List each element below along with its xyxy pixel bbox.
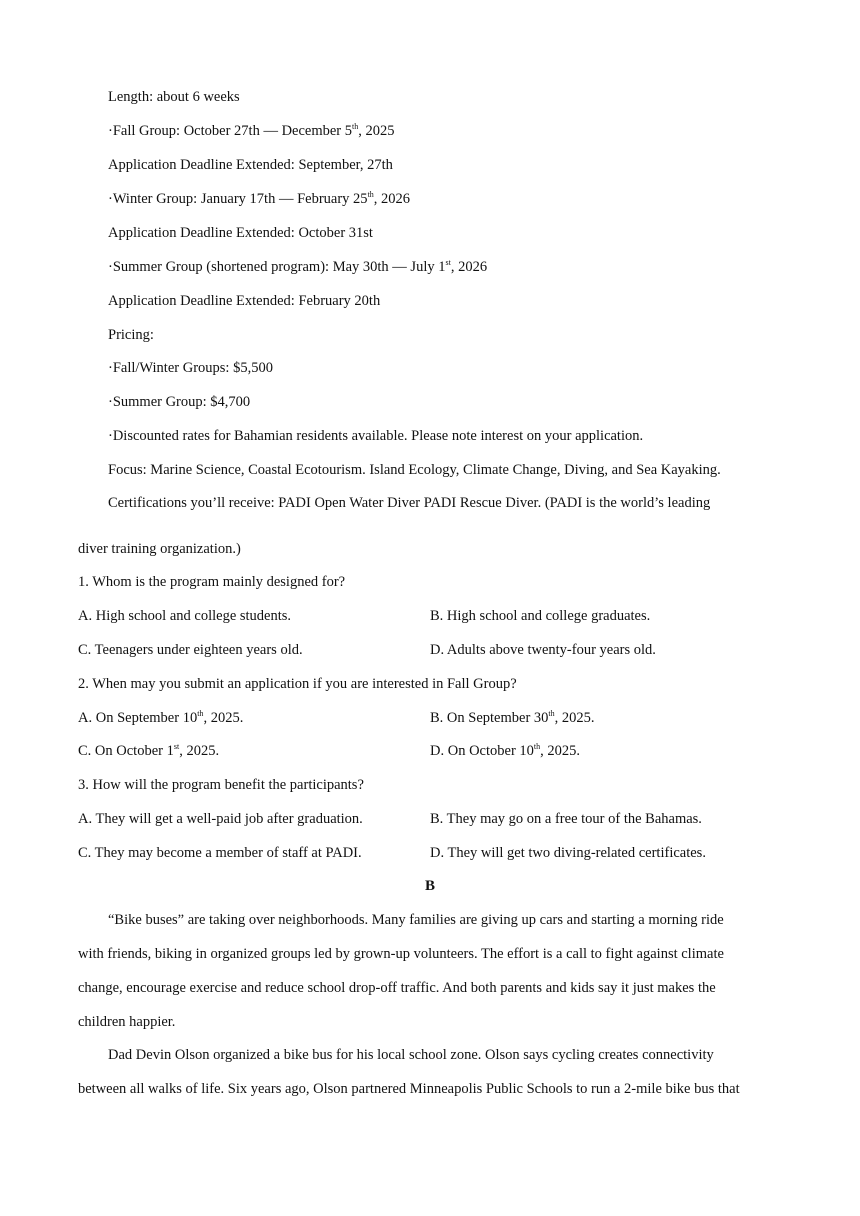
paragraph-2-line-2: between all walks of life. Six years ago, Olson partnered Minneapolis Public Schools to run a 2-mile bike bus that: [78, 1081, 740, 1097]
q3-option-d: D. They will get two diving-related certificates.: [430, 845, 706, 861]
paragraph-1-line-1: “Bike buses” are taking over neighborhoods. Many families are giving up cars and starting a morning ride: [108, 912, 724, 928]
fall-deadline: Application Deadline Extended: September, 27th: [108, 157, 393, 173]
q2-option-d: D. On October 10th, 2025.: [430, 742, 581, 759]
section-b-heading: B: [424, 878, 435, 894]
question-2: 2. When may you submit an application if you are interested in Fall Group?: [78, 676, 517, 692]
summer-group-dates: ·Summer Group (shortened program): May 30th — July 1st, 2026: [108, 258, 488, 275]
q3-option-a: A. They will get a well-paid job after graduation.: [78, 811, 363, 827]
paragraph-1-line-4: children happier.: [78, 1014, 176, 1030]
question-1: 1. Whom is the program mainly designed for?: [78, 574, 346, 590]
q1-option-b: B. High school and college graduates.: [430, 608, 651, 624]
q2-option-c: C. On October 1st, 2025.: [78, 742, 220, 759]
q1-option-c: C. Teenagers under eighteen years old.: [78, 642, 303, 658]
focus-line: Focus: Marine Science, Coastal Ecotourism. Island Ecology, Climate Change, Diving, and Sea Kayaking.: [108, 462, 721, 478]
paragraph-2-line-1: Dad Devin Olson organized a bike bus for his local school zone. Olson says cycling creates connectivity: [108, 1047, 714, 1063]
certifications-line-cont: diver training organization.): [78, 541, 241, 557]
paragraph-1-line-3: change, encourage exercise and reduce school drop-off traffic. And both parents and kids say it just makes the: [78, 980, 716, 996]
q3-option-c: C. They may become a member of staff at PADI.: [78, 845, 362, 861]
q2-option-b: B. On September 30th, 2025.: [430, 709, 595, 726]
discount-note: ·Discounted rates for Bahamian residents available. Please note interest on your application.: [108, 428, 644, 444]
paragraph-1-line-2: with friends, biking in organized groups led by grown-up volunteers. The effort is a call to fight against climate: [78, 946, 724, 962]
q1-option-a: A. High school and college students.: [78, 608, 292, 624]
winter-deadline: Application Deadline Extended: October 31st: [108, 225, 373, 241]
fall-group-dates: ·Fall Group: October 27th — December 5th, 2025: [108, 122, 395, 139]
q3-option-b: B. They may go on a free tour of the Bahamas.: [430, 811, 702, 827]
summer-deadline: Application Deadline Extended: February 20th: [108, 293, 381, 309]
price-summer: ·Summer Group: $4,700: [108, 394, 251, 410]
pricing-label: Pricing:: [108, 327, 154, 343]
certifications-line: Certifications you’ll receive: PADI Open Water Diver PADI Rescue Diver. (PADI is the world’s leading: [108, 495, 711, 511]
price-fall-winter: ·Fall/Winter Groups: $5,500: [108, 360, 273, 376]
q2-option-a: A. On September 10th, 2025.: [78, 709, 244, 726]
q1-option-d: D. Adults above twenty-four years old.: [430, 642, 656, 658]
question-3: 3. How will the program benefit the participants?: [78, 777, 364, 793]
winter-group-dates: ·Winter Group: January 17th — February 25th, 2026: [108, 190, 411, 207]
program-length: Length: about 6 weeks: [108, 89, 240, 105]
